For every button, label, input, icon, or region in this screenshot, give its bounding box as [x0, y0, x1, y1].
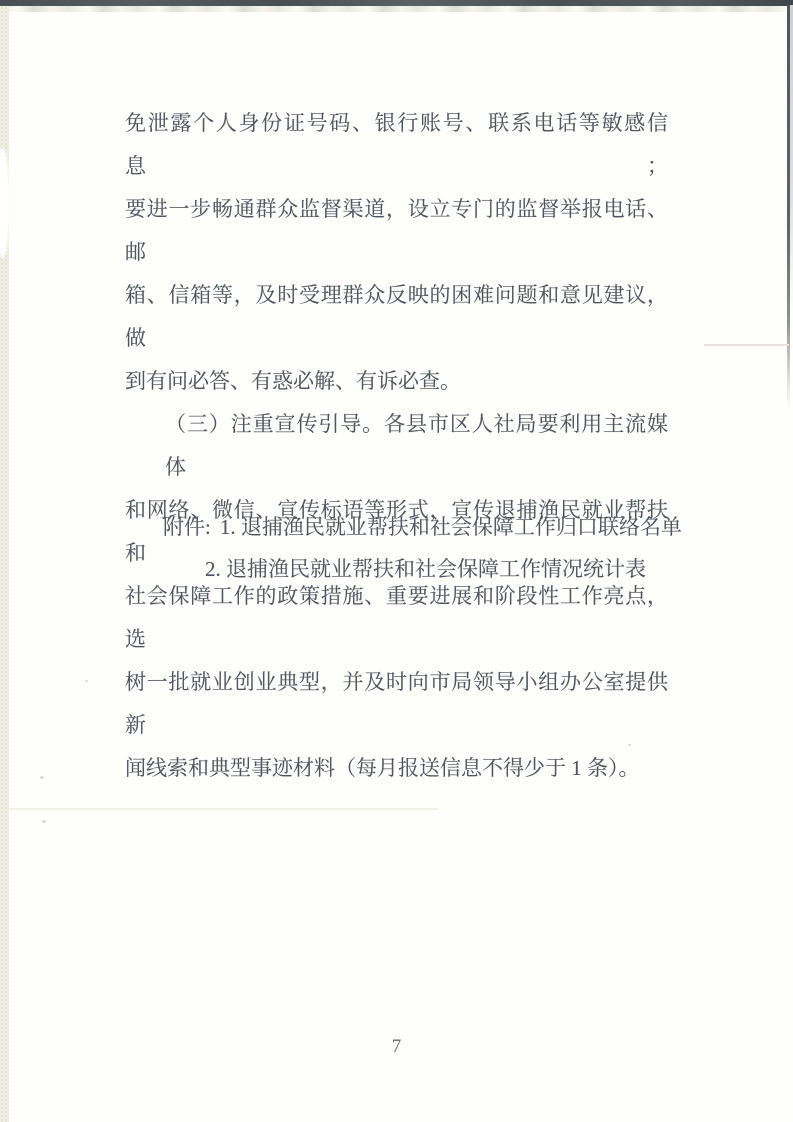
scan-edge-top-mottle: [0, 6, 793, 12]
body-line: 箱、信箱等，及时受理群众反映的困难问题和意见建议，做: [125, 283, 668, 350]
attachment-item-1: 1. 退捕渔民就业帮扶和社会保障工作归口联络名单: [219, 515, 682, 539]
scan-speck: [40, 776, 44, 779]
attachment-line-1: [163, 506, 683, 548]
body-line: 闻线索和典型事迹材料（每月报送信息不得少于 1 条）。: [125, 756, 640, 780]
scan-artifact-line-left: [8, 808, 438, 810]
body-line: 树一批就业创业典型，并及时向市局领导小组办公室提供新: [125, 670, 668, 737]
body-line: 要进一步畅通群众监督渠道，设立专门的监督举报电话、邮: [125, 197, 668, 264]
attachment-line-2: [163, 548, 683, 590]
attachment-list: [163, 506, 683, 590]
page-number: 7: [391, 1036, 402, 1057]
body-line: 免泄露个人身份证号码、银行账号、联系电话等敏感信息；: [125, 111, 668, 178]
attachment-item-2: 2. 退捕渔民就业帮扶和社会保障工作情况统计表: [205, 557, 646, 581]
body-line: 和网络、微信、宣传标语等形式，宣传退捕渔民就业帮扶和: [125, 498, 668, 565]
attachment-label: 附件:: [163, 515, 211, 539]
body-line: 社会保障工作的政策措施、重要进展和阶段性工作亮点，选: [125, 584, 668, 651]
scan-speck: [85, 680, 88, 682]
body-line-paragraph-start: （三）注重宣传引导。各县市区人社局要利用主流媒体: [165, 412, 668, 479]
scan-artifact-line-right: [704, 344, 789, 346]
document-body: [125, 102, 668, 790]
body-line: 到有问必答、有惑必解、有诉必查。: [125, 369, 461, 393]
scan-speck: [42, 820, 46, 823]
